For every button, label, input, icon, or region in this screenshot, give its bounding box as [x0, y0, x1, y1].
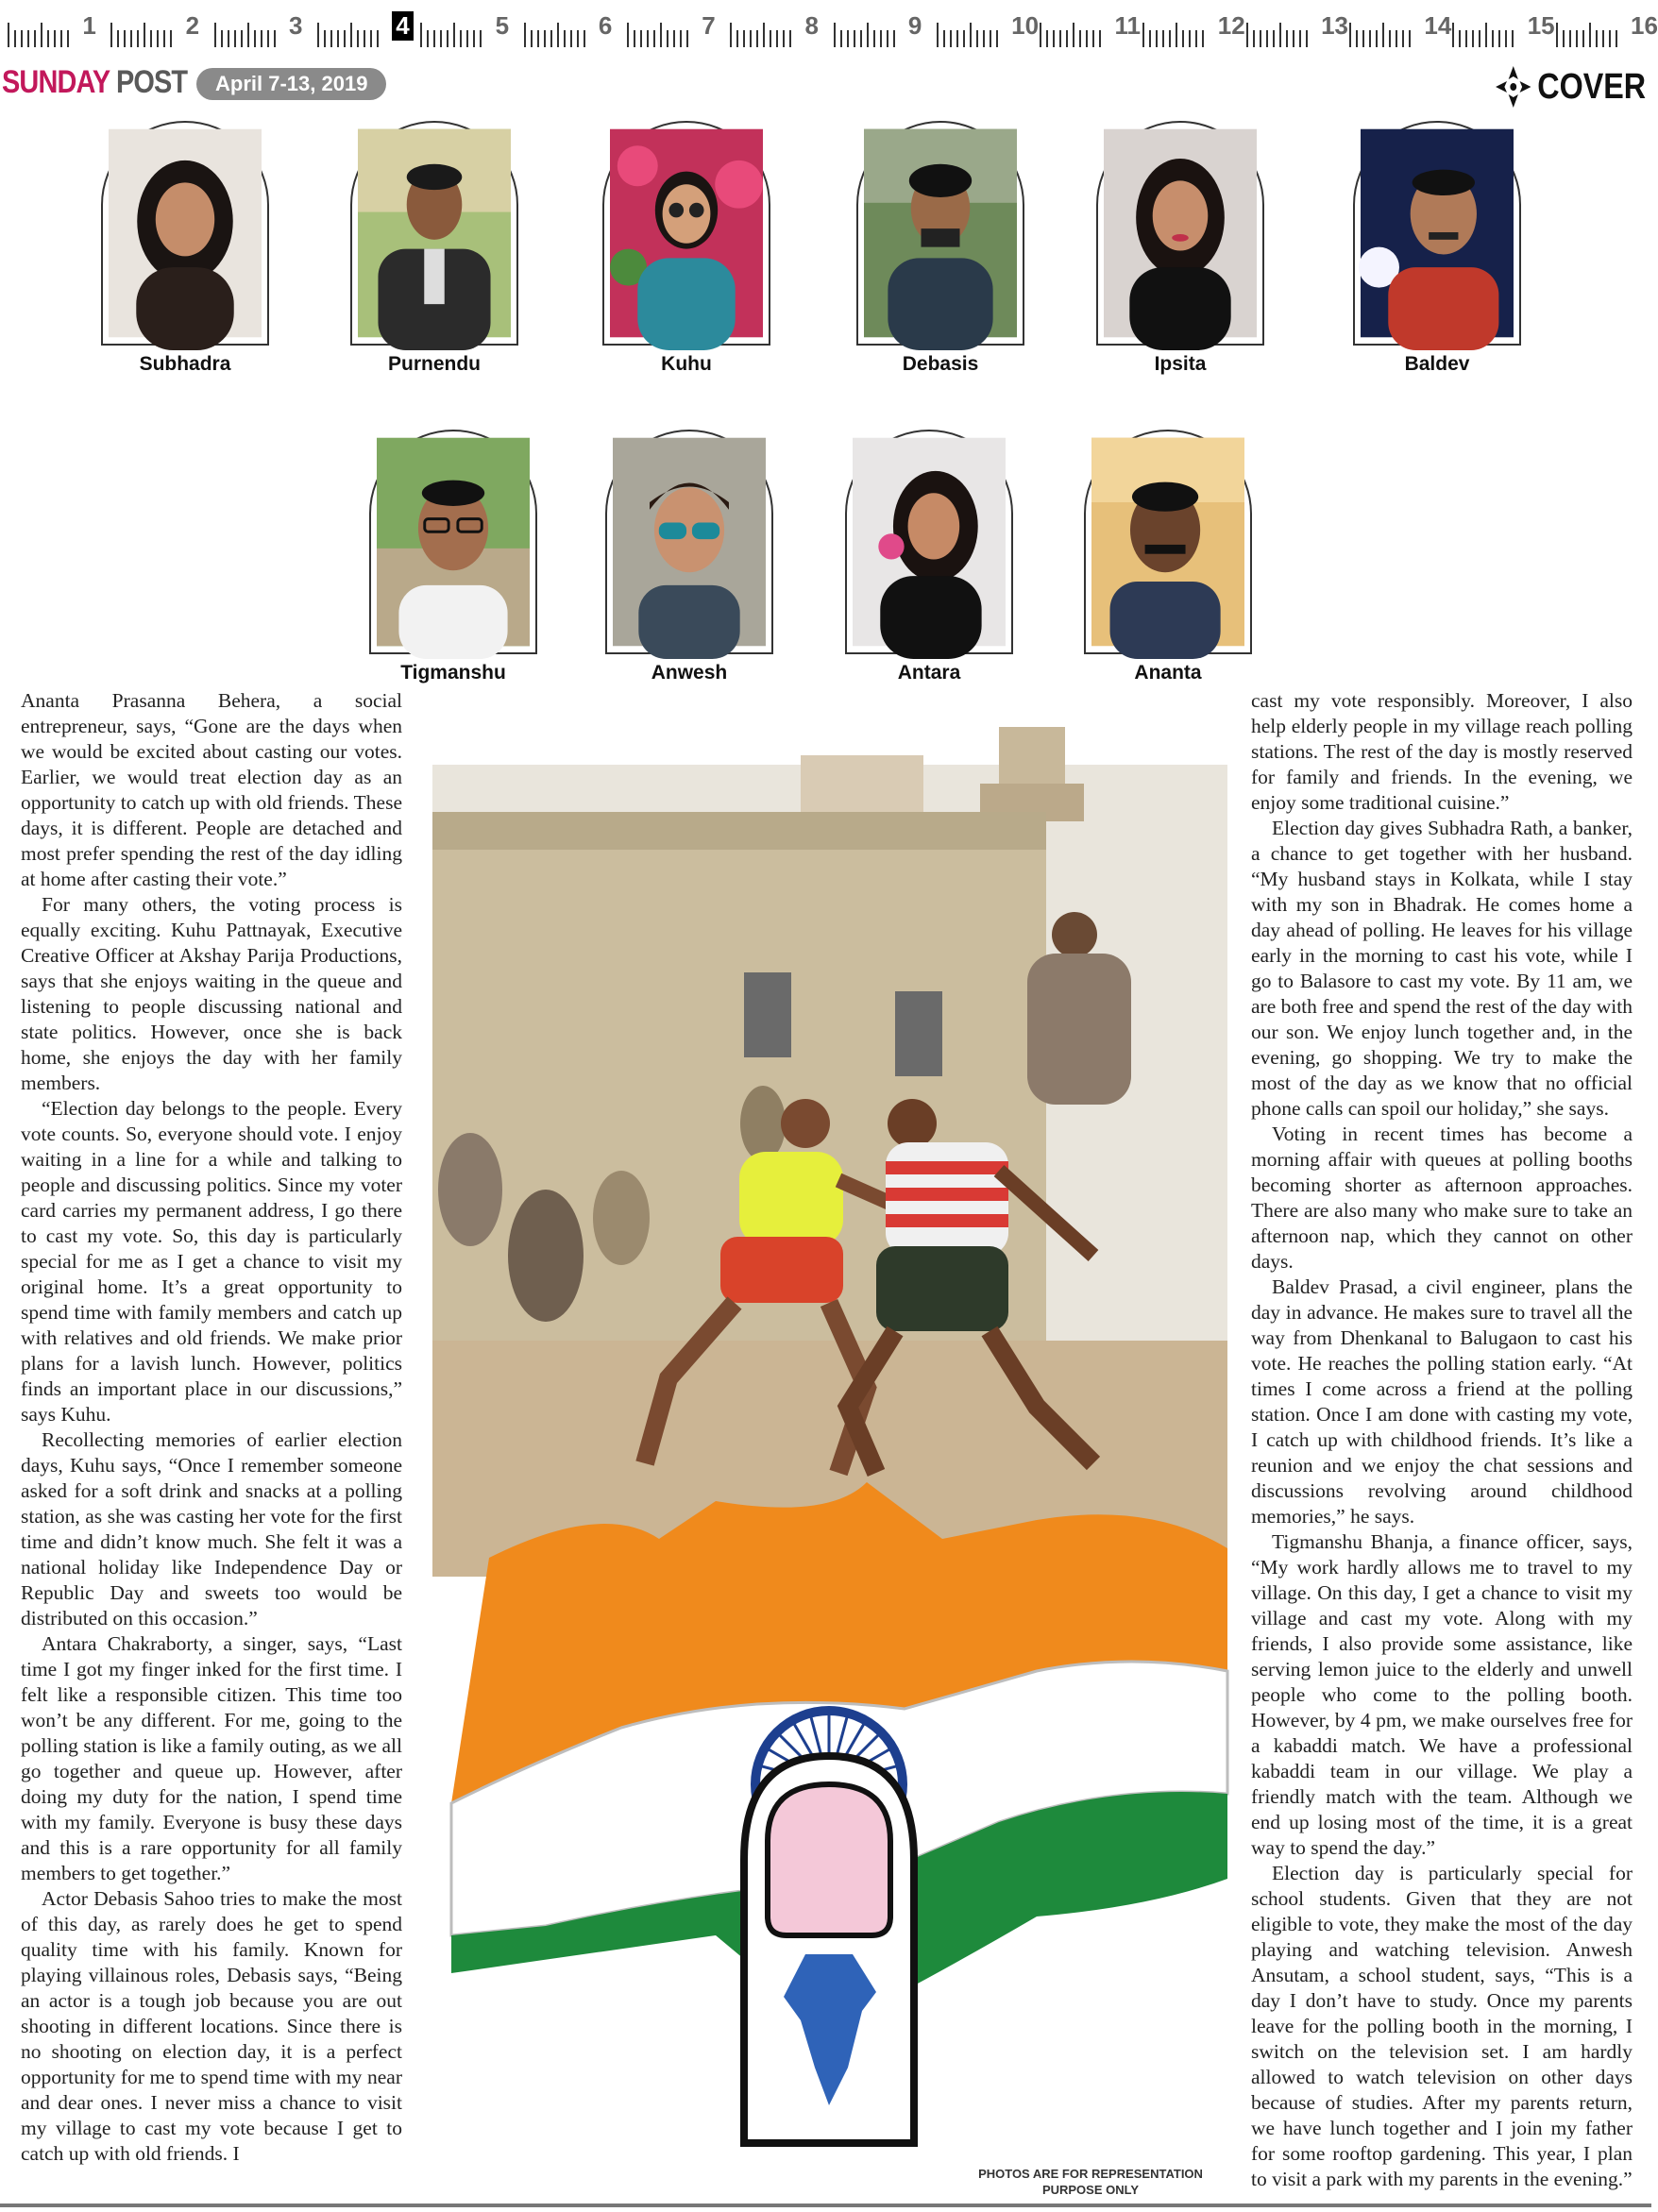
- person-photo-icon: [109, 128, 262, 338]
- ruler-tick: [1279, 23, 1281, 47]
- ruler-tick: [1092, 30, 1094, 47]
- ruler-tick: [1073, 23, 1074, 47]
- ruler-tick: [261, 30, 262, 47]
- ruler-tick: [460, 30, 462, 47]
- issue-date: April 7-13, 2019: [196, 68, 386, 100]
- ruler-number: 5: [495, 11, 510, 40]
- ruler-tick: [564, 30, 566, 47]
- bottom-rule: [0, 2204, 1651, 2207]
- ruler-tick: [228, 30, 229, 47]
- ruler-tick: [214, 23, 216, 47]
- ruler-tick: [686, 30, 688, 47]
- ruler-tick: [1563, 30, 1565, 47]
- ruler-tick: [117, 30, 119, 47]
- ruler-tick: [776, 30, 778, 47]
- ruler-tick: [447, 30, 448, 47]
- ruler-number: 6: [598, 11, 613, 40]
- ruler-tick: [1512, 30, 1514, 47]
- ruler-tick: [1182, 30, 1184, 47]
- ruler-number: 14: [1424, 11, 1452, 40]
- portrait-subhadra: [101, 121, 269, 376]
- portrait-name: Ananta: [1134, 662, 1202, 684]
- ruler-tick: [1602, 30, 1604, 47]
- ruler-tick: [1286, 30, 1288, 47]
- ruler-tick: [1066, 30, 1068, 47]
- ruler-tick: [221, 30, 223, 47]
- paragraph: Baldev Prasad, a civil engineer, plans the day in advance. He makes sure to travel all the way from Dhenkanal to Balugaon to cast his vote. He reaches the polling station early. “At times I come across a friend at the polling station. Once I am done with casting my vote, I catch up with childhood friends. It’s like a reunion and we enjoy the chat sessions and discussions revolving around childhood memories,” he says.: [1251, 1275, 1633, 1528]
- ruler-tick: [241, 30, 243, 47]
- ruler-tick: [1382, 23, 1384, 47]
- ruler-tick: [1402, 30, 1404, 47]
- ruler-tick: [860, 30, 862, 47]
- ruler-tick: [21, 30, 23, 47]
- ruler-tick: [956, 30, 958, 47]
- ruler-tick: [770, 30, 771, 47]
- article-right-column: [1251, 688, 1633, 2192]
- ruler-tick: [937, 23, 939, 47]
- ruler-tick: [544, 30, 546, 47]
- ruler-tick: [54, 30, 56, 47]
- portrait-name: Purnendu: [388, 353, 481, 375]
- ruler-number: 11: [1114, 11, 1141, 40]
- portrait-name: Tigmanshu: [400, 662, 506, 684]
- ruler-tick: [144, 23, 145, 47]
- ruler-tick: [1616, 30, 1617, 47]
- ruler-tick: [41, 23, 42, 47]
- portrait-name: Subhadra: [139, 353, 231, 375]
- portrait-tigmanshu: [369, 430, 537, 684]
- paragraph: Tigmanshu Bhanja, a finance officer, says, “My work hardly allows me to travel to my village. On this day, I get a chance to visit my village and cast my vote. Along with my friends, I also provide some assistance, like serving lemon juice to the elderly and unwell people who come to the polling booth. However, by 4 pm, we make ourselves free for a kabaddi match. We have a professional kabaddi team in our village. We play a friendly match with the team. Although we end up losing most of the time, it is a great way to spend the day.”: [1251, 1530, 1633, 1859]
- ruler-tick: [893, 30, 895, 47]
- ruler-tick: [990, 30, 991, 47]
- ruler-tick: [1472, 30, 1474, 47]
- portrait-name: Debasis: [902, 353, 979, 375]
- ruler-tick: [531, 30, 533, 47]
- ruler-tick: [647, 30, 649, 47]
- ruler-tick: [1389, 30, 1391, 47]
- ruler-tick: [847, 30, 849, 47]
- ruler-tick: [137, 30, 139, 47]
- ruler-tick: [1376, 30, 1378, 47]
- ruler-number: 8: [804, 11, 819, 40]
- ruler-tick: [1465, 30, 1467, 47]
- ruler-tick: [680, 30, 682, 47]
- ruler-tick: [480, 30, 482, 47]
- ruler-tick: [537, 30, 539, 47]
- ruler-tick: [783, 30, 785, 47]
- ruler-tick: [983, 30, 985, 47]
- ruler-tick: [247, 23, 249, 47]
- person-photo-icon: [1361, 128, 1514, 338]
- ruler-tick: [1362, 30, 1364, 47]
- ruler-number: 1: [82, 11, 96, 40]
- ruler-number: 3: [288, 11, 303, 40]
- paragraph: Ananta Prasanna Behera, a social entrepreneur, says, “Gone are the days when we would be excited about casting our votes. Earlier, we would treat election day as an opportunity to catch up with old friends. These days, it is different. People are detached and most prefer spending the rest of the day idling at home after casting their vote.”: [21, 689, 402, 890]
- ruler-tick: [1576, 30, 1578, 47]
- ruler-number: 15: [1527, 11, 1555, 40]
- ruler-tick: [1596, 30, 1598, 47]
- ruler-tick: [1293, 30, 1294, 47]
- ruler-tick: [1492, 30, 1494, 47]
- ruler-tick: [1189, 30, 1191, 47]
- ruler-number: 7: [702, 11, 716, 40]
- caption-line: PHOTOS ARE FOR REPRESENTATION: [978, 2167, 1203, 2181]
- ruler-tick: [943, 30, 945, 47]
- ruler-tick: [60, 30, 62, 47]
- person-photo-icon: [864, 128, 1017, 338]
- portrait-anwesh: [605, 430, 773, 684]
- section-label: [1496, 66, 1646, 108]
- ruler-tick: [440, 30, 442, 47]
- ruler-tick: [274, 30, 276, 47]
- ruler-tick: [1099, 30, 1101, 47]
- ruler-number: 16: [1631, 11, 1658, 40]
- ruler-tick: [163, 30, 165, 47]
- ruler-tick: [1505, 30, 1507, 47]
- portrait-ipsita: [1096, 121, 1264, 376]
- ruler-tick: [364, 30, 365, 47]
- photo-caption: [973, 2166, 1209, 2198]
- ruler-tick: [1202, 30, 1204, 47]
- ruler-tick: [1246, 23, 1248, 47]
- ruler-tick: [157, 30, 159, 47]
- ruler-number: 12: [1217, 11, 1245, 40]
- ruler-tick: [330, 30, 332, 47]
- ruler-tick: [124, 30, 126, 47]
- ruler-tick: [743, 30, 745, 47]
- ruler-tick: [1485, 23, 1487, 47]
- ruler-tick: [427, 30, 429, 47]
- ruler-tick: [1260, 30, 1261, 47]
- portrait-name: Anwesh: [651, 662, 728, 684]
- ruler-tick: [1569, 30, 1571, 47]
- hero-illustration: [432, 727, 1227, 2153]
- ruler-tick: [67, 30, 69, 47]
- ruler-tick: [1046, 30, 1048, 47]
- ruler-tick: [453, 23, 455, 47]
- ruler-tick: [976, 30, 978, 47]
- ruler-tick: [1459, 30, 1461, 47]
- brand-post: POST: [115, 64, 188, 100]
- ruler-tick: [1195, 30, 1197, 47]
- ruler-tick: [950, 30, 952, 47]
- person-photo-icon: [358, 128, 511, 338]
- ruler-tick: [267, 30, 269, 47]
- portrait-antara: [845, 430, 1013, 684]
- ruler-tick: [1582, 30, 1584, 47]
- portrait-debasis: [856, 121, 1024, 376]
- ruler-tick: [370, 30, 372, 47]
- ruler-tick: [14, 30, 16, 47]
- portrait-baldev: [1353, 121, 1521, 376]
- ruler-tick: [667, 30, 668, 47]
- portrait-kuhu: [602, 121, 770, 376]
- paragraph: Actor Debasis Sahoo tries to make the most of this day, as rarely does he get to spend quality time with his family. Known for playing villainous roles, Debasis says, “Being an actor is a tough job because you are out shooting in different locations. Since there is no shooting on election day, it is a perfect opportunity for me to spend time with my near and dear ones. I never miss a chance to visit my village to cast my vote because I get to catch up with old friends. I: [21, 1887, 402, 2165]
- masthead: [0, 60, 1651, 108]
- section-name: COVER: [1537, 66, 1646, 107]
- page-ruler: [0, 0, 1658, 47]
- paragraph: Election day gives Subhadra Rath, a banker, a chance to get together with her husband. “My husband stays in Kolkata, while I stay with my son in Bhadrak. He comes home a day ahead of polling. He leaves for his village early in the morning to cast his vote, while I go to Balasore to cast my vote. By 11 am, we are both free and spend the rest of the day with our son. We enjoy lunch together and, in the evening, go shopping. We try to make the most of the day as we know that no official phone calls can spoil our holiday,” she says.: [1251, 817, 1633, 1120]
- ruler-tick: [750, 30, 752, 47]
- ruler-tick: [357, 30, 359, 47]
- ruler-tick: [1169, 30, 1171, 47]
- ruler-number: 9: [907, 11, 922, 40]
- ruler-tick: [673, 30, 675, 47]
- ruler-tick: [473, 30, 475, 47]
- portrait-ananta: [1084, 430, 1252, 684]
- person-photo-icon: [1104, 128, 1257, 338]
- ruler-tick: [466, 30, 468, 47]
- ruler-tick: [1086, 30, 1088, 47]
- ruler-tick: [254, 30, 256, 47]
- article-left-column: [21, 688, 402, 2167]
- person-photo-icon: [377, 437, 530, 647]
- ruler-tick: [730, 23, 732, 47]
- ruler-tick: [8, 23, 9, 47]
- paragraph: Antara Chakraborty, a singer, says, “Last time I got my finger inked for the first time. I felt like a responsible citizen. This time too won’t be any different. For me, going to the polling station is like a family outing, as we all go together and queue up. However, after doing my duty for the nation, I spend time with my family. Everyone is busy these days and this is a rare opportunity for all family members to get together.”: [21, 1632, 402, 1884]
- ruler-tick: [640, 30, 642, 47]
- ruler-tick: [130, 30, 132, 47]
- portrait-purnendu: [350, 121, 518, 376]
- ruler-tick: [584, 30, 585, 47]
- person-photo-icon: [1091, 437, 1244, 647]
- ruler-tick: [789, 30, 791, 47]
- ruler-tick: [634, 30, 635, 47]
- ruler-tick: [1149, 30, 1151, 47]
- portrait-name: Antara: [897, 662, 961, 684]
- portrait-name: Kuhu: [661, 353, 712, 375]
- ruler-tick: [377, 30, 379, 47]
- ruler-tick: [34, 30, 36, 47]
- person-photo-icon: [613, 437, 766, 647]
- ruler-tick: [433, 30, 435, 47]
- ruler-tick: [1053, 30, 1055, 47]
- ruler-tick: [887, 30, 888, 47]
- ruler-tick: [170, 30, 172, 47]
- ruler-tick: [653, 30, 655, 47]
- ruler-tick: [1498, 30, 1500, 47]
- ruler-tick: [880, 30, 882, 47]
- ruler-tick: [1142, 23, 1144, 47]
- ruler-tick: [1176, 23, 1177, 47]
- ruler-tick: [557, 23, 559, 47]
- ruler-tick: [1059, 30, 1061, 47]
- ruler-tick: [350, 23, 352, 47]
- ruler-tick: [736, 30, 738, 47]
- ruler-number: 13: [1321, 11, 1348, 40]
- ruler-tick: [1369, 30, 1371, 47]
- brand-sunday: SUNDAY: [2, 64, 110, 100]
- ruler-tick: [627, 23, 629, 47]
- ruler-tick: [570, 30, 572, 47]
- ruler-number: 10: [1011, 11, 1040, 40]
- ruler-tick: [1589, 23, 1591, 47]
- ruler-tick: [1409, 30, 1411, 47]
- brand-logo: [2, 64, 187, 101]
- ruler-tick: [834, 23, 836, 47]
- ruler-tick: [317, 23, 319, 47]
- ruler-tick: [27, 30, 29, 47]
- person-photo-icon: [610, 128, 763, 338]
- kabaddi-voting-illustration: [432, 727, 1227, 2153]
- paragraph: Voting in recent times has become a morning affair with queues at polling booths becoming shorter as afternoon approaches. There are also many who make sure to take an afternoon nap, which they cannot on other days.: [1251, 1123, 1633, 1273]
- ruler-tick: [234, 30, 236, 47]
- ruler-tick: [1040, 23, 1041, 47]
- paragraph: “Election day belongs to the people. Every vote counts. So, everyone should vote. I enjoy waiting in a line for a while and talking to people and discussing politics. Since my voter card carries my permanent address, I go there to cast my vote. So, this day is particularly special for me as I get a chance to visit my original home. It’s a great opportunity to spend time with family members and catch up with relatives and old friends. We make prior plans for a lavish lunch. However, politics finds an important place in our discussions,” says Kuhu.: [21, 1097, 402, 1426]
- ruler-number: 2: [185, 11, 200, 40]
- ruler-tick: [1306, 30, 1308, 47]
- caption-line: PURPOSE ONLY: [1041, 2183, 1140, 2197]
- ruler-number: 4: [392, 11, 413, 41]
- ruler-tick: [660, 23, 662, 47]
- ruler-tick: [763, 23, 765, 47]
- paragraph: Recollecting memories of earlier election days, Kuhu says, “Once I remember someone asked for a soft drink and snacks at a polling station, as she was casting her vote for the first time and didn’t know much. She felt it was a national holiday like Independence Day or Republic Day and sweets too would be distributed on this occasion.”: [21, 1428, 402, 1629]
- ruler-tick: [756, 30, 758, 47]
- ruler-tick: [1266, 30, 1268, 47]
- ruler-tick: [1479, 30, 1480, 47]
- ruler-tick: [1349, 23, 1351, 47]
- ruler-tick: [1609, 30, 1611, 47]
- ruler-tick: [970, 23, 972, 47]
- ruler-tick: [577, 30, 579, 47]
- ruler-tick: [420, 23, 422, 47]
- ruler-tick: [1273, 30, 1275, 47]
- ruler-tick: [1253, 30, 1255, 47]
- person-photo-icon: [853, 437, 1006, 647]
- ruler-tick: [1396, 30, 1397, 47]
- ruler-tick: [1452, 23, 1454, 47]
- ruler-tick: [1079, 30, 1081, 47]
- ruler-tick: [854, 30, 855, 47]
- ruler-tick: [344, 30, 346, 47]
- ruler-tick: [963, 30, 965, 47]
- ruler-tick: [324, 30, 326, 47]
- ruler-tick: [873, 30, 875, 47]
- paragraph: cast my vote responsibly. Moreover, I also help elderly people in my village reach polling stations. The rest of the day is mostly reserved for family and friends. In the evening, we enjoy some traditional cuisine.”: [1251, 689, 1633, 814]
- paragraph: Election day is particularly special for school students. Given that they are not eligible to vote, they make the most of the day playing and watching television. Anwesh Ansutam, a school student, says, “This is a day I don’t have to study. Once my parents leave for the polling booth in the morning, I switch on the television set. I am hardly allowed to watch television on other days because of studies. After my parents return, we have lunch together and I join my father for some rooftop gardening. This year, I plan to visit a park with my parents in the evening.”: [1251, 1862, 1633, 2190]
- ruler-tick: [550, 30, 552, 47]
- ruler-tick: [47, 30, 49, 47]
- portrait-name: Ipsita: [1154, 353, 1207, 375]
- compass-arrows-icon: [1496, 66, 1531, 108]
- ruler-tick: [996, 30, 998, 47]
- ruler-tick: [1156, 30, 1158, 47]
- ruler-tick: [337, 30, 339, 47]
- portrait-name: Baldev: [1404, 353, 1470, 375]
- ruler-tick: [1556, 23, 1558, 47]
- ruler-tick: [110, 23, 112, 47]
- ruler-tick: [1356, 30, 1358, 47]
- ruler-tick: [867, 23, 869, 47]
- ruler-tick: [1162, 30, 1164, 47]
- ruler-tick: [150, 30, 152, 47]
- ruler-tick: [524, 23, 526, 47]
- paragraph: For many others, the voting process is equally exciting. Kuhu Pattnayak, Executive Creative Officer at Akshay Parija Productions, says that she enjoys waiting in the queue and listening to people discussing national and state politics. However, once she is back home, she enjoys the day with her family members.: [21, 893, 402, 1094]
- ruler-tick: [1299, 30, 1301, 47]
- ruler-tick: [840, 30, 842, 47]
